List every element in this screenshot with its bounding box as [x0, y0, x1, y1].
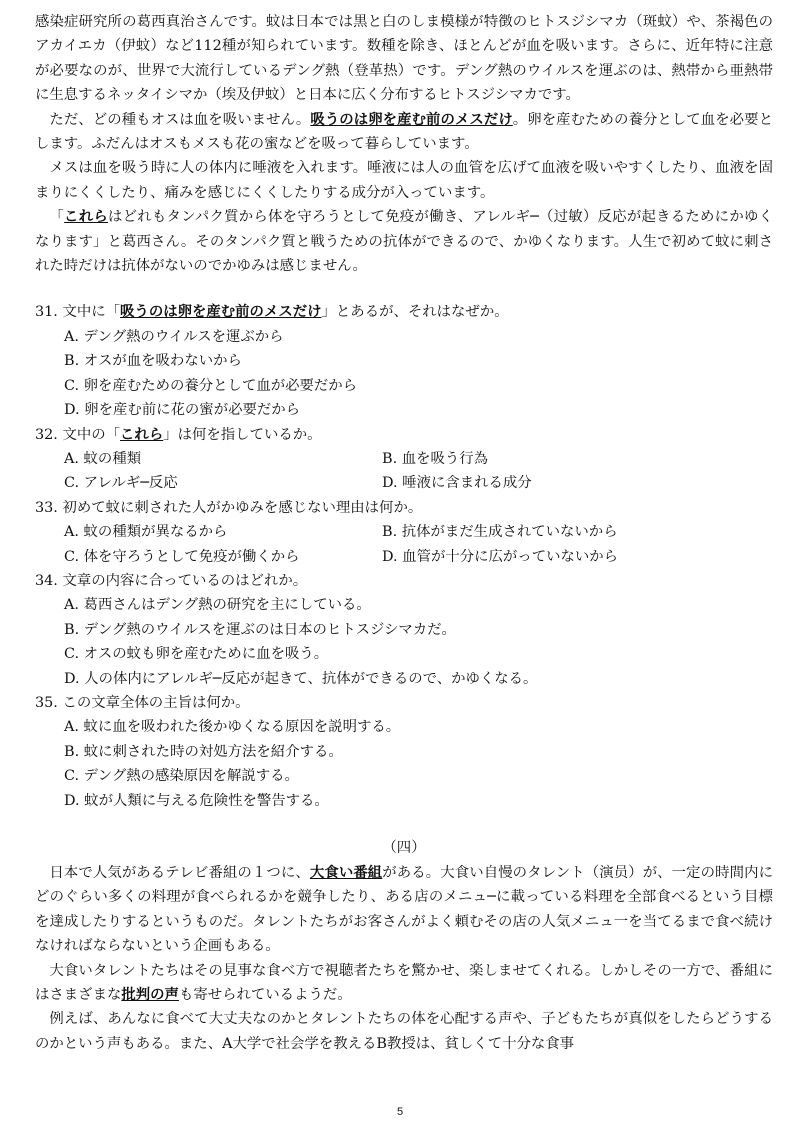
option-d: D. 卵を産む前に花の蜜が必要だから	[64, 402, 301, 419]
section-title: （四）	[382, 840, 426, 856]
document-page	[35, 10, 773, 1056]
option-row	[64, 545, 773, 569]
underlined-phrase: これら	[120, 425, 164, 443]
option-c: C. アレルギ─反応	[64, 475, 178, 492]
option-b: B. オスが血を吸わないから	[64, 353, 242, 370]
passage-paragraph-1: 感染症研究所の葛西真治さんです。蚊は日本では黒と白のしま模様が特徴のヒトスジシマカ（斑蚊）や、茶褐色のアカイエカ（伊蚊）など112種が知られています。数種を除き、ほとんどが血を吸います。さらに、近年特に注意が必要なのが、世界で大流行しているデング熱（登革热）です。デング熱のウイルスを運ぶのは、熱帯から亜熱帯に生息するネッタイシマか（埃及伊蚊）と日本に広く分布するヒトスジシマカです。	[35, 14, 773, 104]
option-a: A. 蚊の種類が異なるから	[64, 524, 228, 541]
option-row	[64, 471, 773, 495]
section4-paragraph-3: 例えば、あんなに食べて大丈夫なのかとタレントたちの体を心配する声や、子どもたちが真似をしたらどうするのかという声もある。また、A大学で社会学を教えるB教授は、貧しくて十分な食事	[35, 1011, 773, 1052]
text-run: 。卵を産むための養分として血を必要とします。ふだんはオスもメスも花の蜜などを吸って暮らしています。	[35, 111, 773, 153]
option-row	[64, 447, 773, 471]
passage-paragraph-2	[35, 108, 773, 157]
passage-paragraph-4	[35, 205, 773, 278]
underlined-phrase: 吸うのは卵を産む前のメスだけ	[310, 110, 513, 128]
text-run: はどれもタンパク質から体を守ろうとして免疫が働き、アレルギ─（过敏）反応が起きるためにかゆくなります」と葛西さん。そのタンパク質と戦うための抗体ができるので、かゆくなります。人生で初めて蚊に刺された時だけは抗体がないのでかゆみは感じません。	[35, 209, 773, 275]
text-run: 」とあるが、それはなぜか。	[321, 304, 509, 321]
option-a: A. 葛西さんはデング熱の研究を主にしている。	[64, 597, 371, 614]
text-run: 大食いタレントたちはその見事な食べ方で視聴者たちを驚かせ、楽しませてくれる。しかしその一方で、番組にはさまざまな	[35, 962, 773, 1004]
section4-paragraph-1	[35, 861, 773, 959]
question-34-options	[64, 593, 773, 691]
question-32	[35, 423, 773, 447]
option-row	[64, 520, 773, 544]
option-c: C. 体を守ろうとして免疫が働くから	[64, 548, 300, 565]
option-b: B. デング熱のウイルスを運ぶのは日本のヒトスジシマカだ。	[64, 621, 456, 638]
option-d: D. 血管が十分に広がっていないから	[382, 548, 619, 565]
underlined-phrase: 吸うのは卵を産む前のメスだけ	[120, 303, 322, 321]
question-31	[35, 300, 773, 324]
option-c: C. デング熱の感染原因を解説する。	[64, 768, 299, 785]
underlined-phrase: 大食い番組	[309, 864, 383, 881]
spacer	[35, 813, 773, 835]
option-a: A. デング熱のウイルスを運ぶから	[64, 328, 284, 345]
text-run: も寄せられているようだ。	[178, 987, 352, 1004]
question-32-options	[64, 447, 773, 496]
text-run: 32. 文中の「	[35, 426, 121, 443]
question-34: 34. 文章の内容に合っているのはどれか。	[35, 572, 308, 589]
question-33-options	[64, 520, 773, 569]
text-run: がある。大食い自慢のタレント（演员）が、一定の時間内にどのぐらい多くの料理が食べられるかを競争したり、ある店のメニュ─に載っている料理を全部食べるという目標を達成したりするというものだ。タレントたちがお客さんがよく頼むその店の人気メニュ一を当てるまで食べ続けなければならないという企画もある。	[35, 865, 773, 955]
option-b: B. 蚊に刺された時の対処方法を紹介する。	[64, 743, 343, 760]
option-d: D. 蚊が人類に与える危険性を警告する。	[64, 792, 329, 809]
text-run: 日本で人気があるテレビ番組の１つに、	[49, 865, 310, 881]
text-run: 「	[49, 209, 65, 226]
spacer	[35, 278, 773, 300]
question-35: 35. この文章全体の主旨は何か。	[35, 694, 250, 711]
option-d: D. 人の体内にアレルギ─反応が起きて、抗体ができるので、かゆくなる。	[64, 670, 538, 687]
text-run: 」は何を指しているか。	[163, 426, 322, 443]
text-run: 31. 文中に「	[35, 304, 121, 321]
option-b: B. 血を吸う行為	[382, 450, 489, 467]
underlined-phrase: 批判の声	[121, 986, 179, 1004]
section4-paragraph-2	[35, 959, 773, 1008]
underlined-phrase: これら	[64, 208, 108, 226]
option-a: A. 蚊の種類	[64, 450, 142, 467]
page-number: 5	[396, 1106, 404, 1118]
text-run: ただ、どの種もオスは血を吸いません。	[49, 111, 311, 128]
question-33: 33. 初めて蚊に刺された人がかゆみを感じない理由は何か。	[35, 499, 423, 516]
option-a: A. 蚊に血を吸われた後かゆくなる原因を説明する。	[64, 719, 401, 736]
question-35-options	[64, 715, 773, 813]
passage-paragraph-3: メスは血を吸う時に人の体内に唾液を入れます。唾液には人の血管を広げて血液を吸いやすくしたり、血液を固まりにくくしたり、痛みを感じにくくしたりする成分が入っています。	[35, 160, 773, 201]
question-31-options	[64, 325, 773, 423]
option-c: C. オスの蚊も卵を産むために血を吸う。	[64, 646, 329, 663]
option-c: C. 卵を産むための養分として血が必要だから	[64, 377, 358, 394]
option-b: B. 抗体がまだ生成されていないから	[382, 524, 618, 541]
option-d: D. 唾液に含まれる成分	[382, 475, 532, 492]
